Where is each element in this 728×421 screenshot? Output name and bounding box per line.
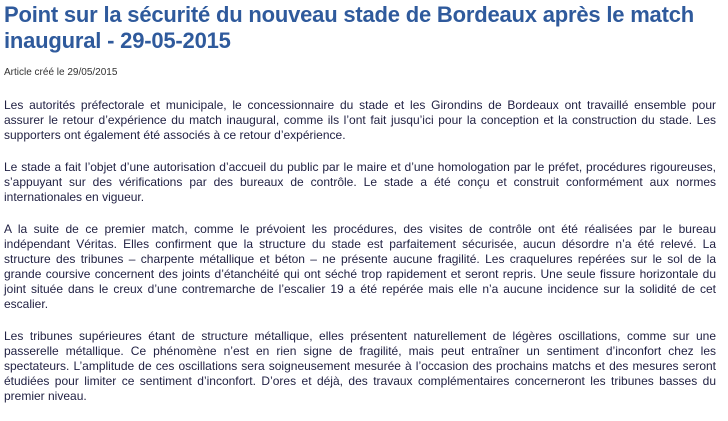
article-body [4, 98, 716, 404]
paragraph-retour-experience: Les autorités préfectorale et municipale, le concessionnaire du stade et les Girondins de Bordeaux ont travaillé ensemble pour assurer le retour d’expérience du match inaugural, comme ils l’ont fait jusqu’ici pour la conception et la construction du stade. Les supporters ont également été associés à ce retour d’expérience. [4, 98, 716, 142]
article-date: Article créé le 29/05/2015 [4, 67, 118, 78]
paragraph-visites-controle: A la suite de ce premier match, comme le prévoient les procédures, des visites de contrôle ont été réalisées par le bureau indépendant Véritas. Elles confirment que la structure du stade est parfaitement sécurisée, aucun désordre n’a été relevé. La structure des tribunes – charpente métallique et béton – ne présente aucune fragilité. Les craquelures repérées sur le sol de la grande coursive concernent des joints d’étanchéité qui ont séché trop rapidement et seront repris. Une seule fissure horizontale du joint située dans le creux d’une contremarche de l’escalier 19 a été repérée mais elle n’a aucune incidence sur la solidité de cet escalier. [4, 222, 716, 311]
paragraph-autorisation: Le stade a fait l’objet d’une autorisation d’accueil du public par le maire et d’une homologation par le préfet, procédures rigoureuses, s’appuyant sur des vérifications par des bureaux de contrôle. Le stade a été conçu et construit conformément aux normes internationales en vigueur. [4, 160, 716, 204]
article [4, 0, 716, 421]
paragraph-tribunes-superieures: Les tribunes supérieures étant de structure métallique, elles présentent naturellement de légères oscillations, comme sur une passerelle métallique. Ce phénomène n’est en rien signe de fragilité, mais peut entraîner un sentiment d’inconfort chez les spectateurs. L’amplitude de ces oscillations sera soigneusement mesurée à l’occasion des prochains matchs et des mesures seront étudiées pour limiter ce sentiment d’inconfort. D’ores et déjà, des travaux complémentaires concerneront les tribunes basses du premier niveau. [4, 329, 716, 403]
article-title: Point sur la sécurité du nouveau stade de Bordeaux après le match inaugural - 29-05-2015 [4, 2, 694, 53]
